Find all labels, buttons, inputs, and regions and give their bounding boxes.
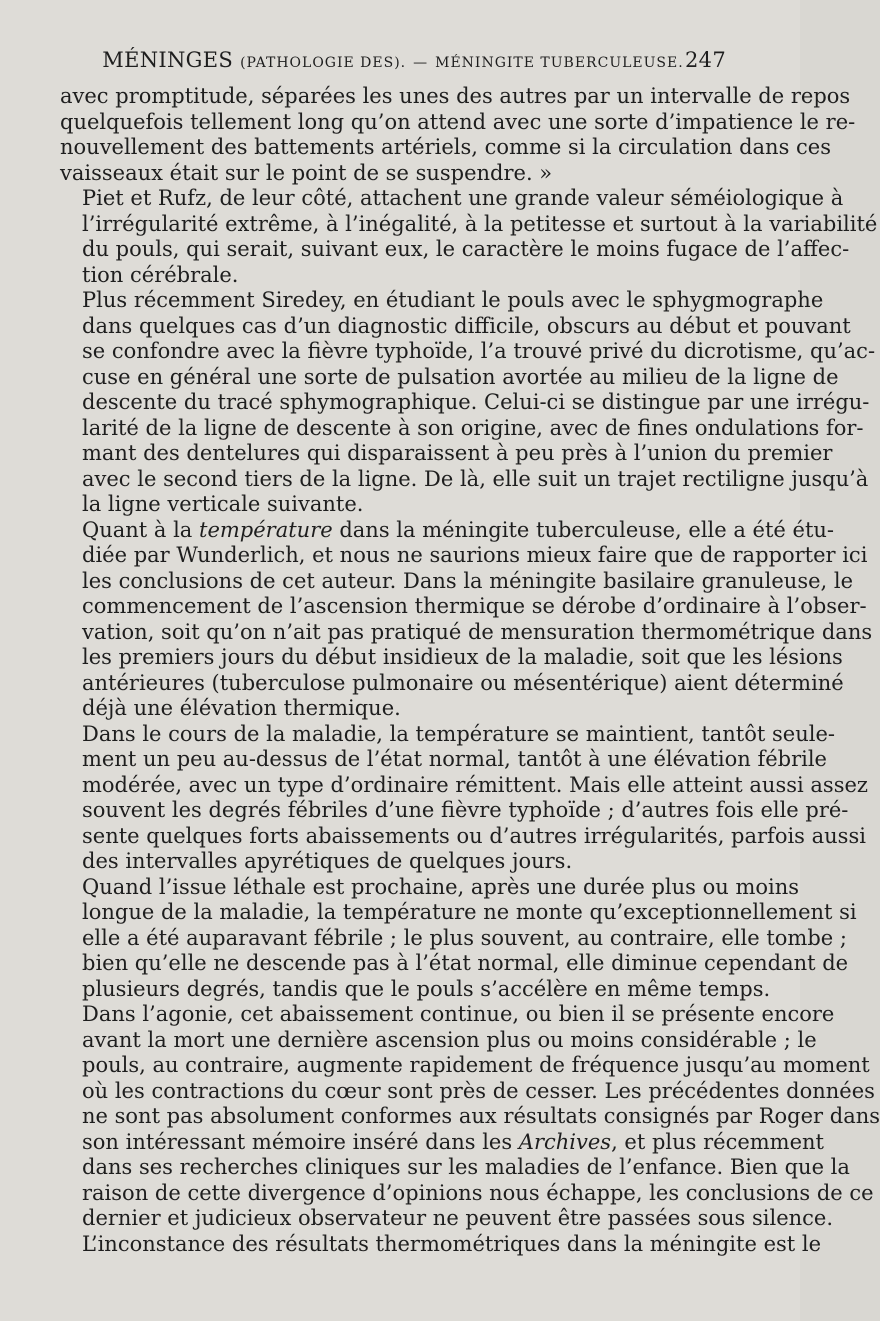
text-line: mant des dentelures qui disparaissent à peu près à l’union du premier: [82, 441, 833, 465]
text-line: [60, 1129, 824, 1156]
paragraph-piet-rufz: [60, 186, 878, 288]
text-line: avec promptitude, séparées les unes des autres par un intervalle de repos: [60, 84, 851, 108]
text-line: modérée, avec un type d’ordinaire rémittent. Mais elle atteint aussi assez: [82, 772, 868, 797]
text-line: les conclusions de cet auteur. Dans la méningite basilaire granuleuse, le: [82, 568, 854, 593]
italic-word: température: [199, 517, 333, 542]
text-line: Dans le cours de la maladie, la température se maintient, tantôt seule-: [82, 721, 835, 746]
text-line: cuse en général une sorte de pulsation avortée au milieu de la ligne de: [82, 364, 839, 389]
text-fragment: son intéressant mémoire inséré dans les: [82, 1129, 519, 1154]
text-line: Piet et Rufz, de leur côté, attachent une grande valeur séméiologique à: [82, 186, 844, 210]
text-line: raison de cette divergence d’opinions nous échappe, les conclusions de ce: [82, 1180, 874, 1205]
text-line: bien qu’elle ne descende pas à l’état normal, elle diminue cependant de: [82, 951, 849, 975]
running-head-dash: —: [413, 55, 429, 71]
text-line: L’inconstance des résultats thermométriques dans la méningite est le: [82, 1231, 822, 1256]
text-fragment: dans la méningite tuberculeuse, elle a été étu-: [339, 517, 835, 542]
text-line: où les contractions du cœur sont près de cesser. Les précédentes données: [82, 1078, 875, 1103]
text-line: nouvellement des battements artériels, comme si la circulation dans ces: [60, 135, 831, 159]
paragraph-continuation: [60, 84, 856, 186]
text-line: dernier et judicieux observateur ne peuvent être passées sous silence.: [82, 1206, 834, 1230]
text-line: elle a été auparavant fébrile ; le plus souvent, au contraire, elle tombe ;: [82, 925, 847, 950]
text-line: antérieures (tuberculose pulmonaire ou mésentérique) aient déterminé: [82, 670, 844, 695]
page-number: 247: [685, 48, 726, 72]
text-line: ne sont pas absolument conformes aux résultats consignés par Roger dans: [82, 1104, 880, 1128]
text-line: larité de la ligne de descente à son origine, avec de fines ondulations for-: [82, 415, 864, 440]
text-fragment: Quant à la: [82, 517, 200, 542]
paragraph-siredey: [60, 288, 876, 518]
paragraph-temperature: [60, 517, 873, 722]
text-line: Dans l’agonie, cet abaissement continue, ou bien il se présente encore: [82, 1002, 835, 1026]
text-line: dans quelques cas d’un diagnostic difficile, obscurs au début et pouvant: [82, 313, 851, 338]
text-line: Quand l’issue léthale est prochaine, après une durée plus ou moins: [82, 874, 800, 899]
text-line: les premiers jours du début insidieux de la maladie, soit que les lésions: [82, 645, 843, 669]
text-line: du pouls, qui serait, suivant eux, le caractère le moins fugace de l’affec-: [82, 237, 850, 261]
text-line: avant la mort une dernière ascension plus ou moins considérable ; le: [82, 1027, 817, 1052]
text-fragment: , et plus récemment: [611, 1129, 824, 1154]
text-line: vaisseaux était sur le point de se suspendre. »: [60, 160, 553, 185]
text-line: vation, soit qu’on n’ait pas pratiqué de mensuration thermométrique dans: [82, 619, 873, 644]
text-line: plusieurs degrés, tandis que le pouls s’accélère en même temps.: [82, 976, 771, 1001]
text-line: l’irrégularité extrême, à l’inégalité, à la petitesse et surtout à la variabilité: [82, 211, 878, 236]
text-line: longue de la maladie, la température ne monte qu’exceptionnellement si: [82, 900, 857, 924]
text-line: déjà une élévation thermique.: [82, 696, 401, 720]
italic-word: Archives: [518, 1129, 612, 1154]
text-line: [60, 517, 835, 544]
paragraph-agonie: [60, 1002, 880, 1257]
text-line: quelquefois tellement long qu’on attend avec une sorte d’impatience le re-: [60, 109, 856, 134]
text-line: descente du tracé sphymographique. Celui-ci se distingue par une irrégu-: [82, 390, 870, 414]
paragraph-issue-lethale: [60, 874, 857, 1003]
text-line: la ligne verticale suivante.: [82, 492, 364, 516]
running-head: [60, 48, 726, 84]
running-head-topic: MÉNINGITE TUBERCULEUSE.: [435, 55, 684, 71]
text-line: commencement de l’ascension thermique se dérobe d’ordinaire à l’obser-: [82, 594, 867, 618]
text-line: des intervalles apyrétiques de quelques jours.: [82, 849, 573, 873]
text-line: ment un peu au-dessus de l’état normal, tantôt à une élévation fébrile: [82, 747, 827, 771]
running-head-subtitle-paren: (PATHOLOGIE DES).: [240, 55, 407, 71]
text-line: pouls, au contraire, augmente rapidement de fréquence jusqu’au moment: [82, 1053, 870, 1077]
text-line: souvent les degrés fébriles d’une fièvre typhoïde ; d’autres fois elle pré-: [82, 798, 849, 822]
text-line: dans ses recherches cliniques sur les maladies de l’enfance. Bien que la: [82, 1155, 850, 1179]
text-line: se confondre avec la fièvre typhoïde, l’a trouvé privé du dicrotisme, qu’ac-: [82, 339, 876, 363]
text-line: avec le second tiers de la ligne. De là, elle suit un trajet rectiligne jusqu’à: [82, 466, 869, 491]
running-head-title: MÉNINGES: [102, 48, 234, 72]
text-line: diée par Wunderlich, et nous ne saurions mieux faire que de rapporter ici: [82, 543, 868, 567]
text-line: sente quelques forts abaissements ou d’autres irrégularités, parfois aussi: [82, 823, 866, 848]
paragraph-cours-maladie: [60, 721, 868, 875]
text-line: Plus récemment Siredey, en étudiant le pouls avec le sphygmographe: [82, 288, 824, 312]
text-line: tion cérébrale.: [82, 262, 239, 287]
